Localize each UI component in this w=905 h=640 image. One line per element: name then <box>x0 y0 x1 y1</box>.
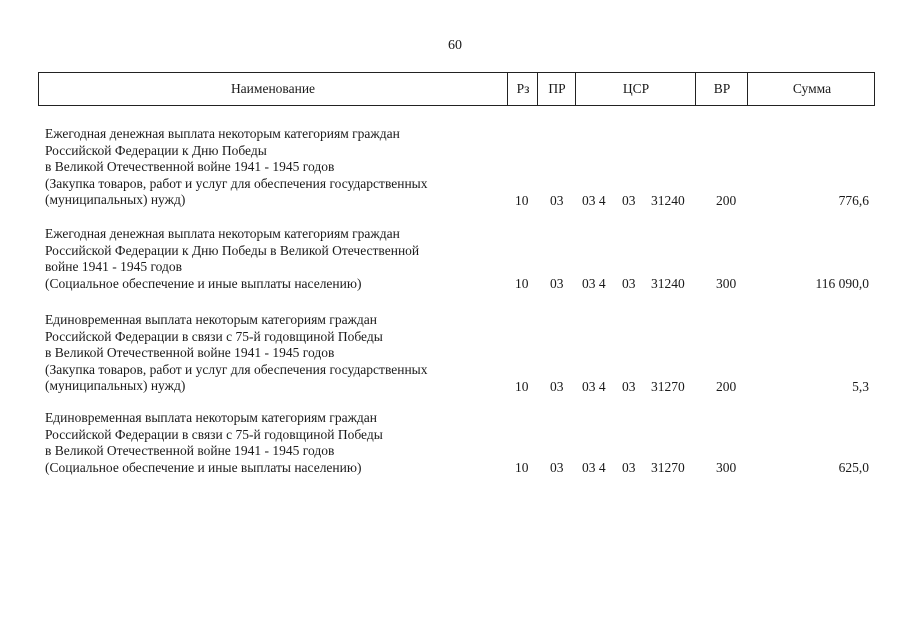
row-pr: 03 <box>550 378 564 394</box>
table-row <box>0 226 905 292</box>
row-csr-subprogram: 03 <box>622 275 636 291</box>
row-csr-program: 03 4 <box>582 459 606 475</box>
row-csr-direction: 31240 <box>651 192 685 208</box>
row-rz: 10 <box>515 459 529 475</box>
row-csr-subprogram: 03 <box>622 378 636 394</box>
row-rz: 10 <box>515 192 529 208</box>
row-rz: 10 <box>515 275 529 291</box>
row-csr-direction: 31270 <box>651 378 685 394</box>
row-description: Единовременная выплата некоторым категориям граждан Российской Федерации в связи с 75-й годовщиной Победы в Великой Отечественной войне 1941 - 1945 годов (Социальное обеспечение и иные выплаты населению) <box>45 410 383 475</box>
row-vr: 200 <box>716 378 737 394</box>
row-csr-program: 03 4 <box>582 378 606 394</box>
header-sum: Сумма <box>747 73 876 105</box>
row-csr-subprogram: 03 <box>622 192 636 208</box>
row-vr: 300 <box>716 459 737 475</box>
row-sum: 625,0 <box>838 459 869 475</box>
row-description: Ежегодная денежная выплата некоторым категориям граждан Российской Федерации к Дню Победы в Великой Отечественной войне 1941 - 1945 годов (Закупка товаров, работ и услуг для обеспечения государственных (муниципальных) нужд) <box>45 126 428 207</box>
header-rz: Рз <box>507 73 538 105</box>
header-csr: ЦСР <box>575 73 696 105</box>
row-pr: 03 <box>550 459 564 475</box>
row-rz: 10 <box>515 378 529 394</box>
table-row <box>0 126 905 209</box>
row-description: Единовременная выплата некоторым категориям граждан Российской Федерации в связи с 75-й годовщиной Победы в Великой Отечественной войне 1941 - 1945 годов (Закупка товаров, работ и услуг для обеспечения государственных (муниципальных) нужд) <box>45 312 428 393</box>
row-sum: 776,6 <box>838 192 869 208</box>
table-header <box>38 72 875 106</box>
row-csr-subprogram: 03 <box>622 459 636 475</box>
header-pr: ПР <box>537 73 576 105</box>
row-csr-program: 03 4 <box>582 192 606 208</box>
table-row <box>0 312 905 395</box>
row-vr: 300 <box>716 275 737 291</box>
header-vr: ВР <box>695 73 748 105</box>
row-pr: 03 <box>550 275 564 291</box>
header-name: Наименование <box>230 81 316 96</box>
row-description: Ежегодная денежная выплата некоторым категориям граждан Российской Федерации к Дню Победы в Великой Отечественной войне 1941 - 1945 годов (Социальное обеспечение и иные выплаты населению) <box>45 226 420 291</box>
table-row <box>0 410 905 476</box>
row-csr-program: 03 4 <box>582 275 606 291</box>
row-vr: 200 <box>716 192 737 208</box>
row-csr-direction: 31240 <box>651 275 685 291</box>
page-number: 60 <box>448 38 462 53</box>
row-pr: 03 <box>550 192 564 208</box>
row-csr-direction: 31270 <box>651 459 685 475</box>
row-sum: 116 090,0 <box>815 275 869 291</box>
row-sum: 5,3 <box>852 378 869 394</box>
